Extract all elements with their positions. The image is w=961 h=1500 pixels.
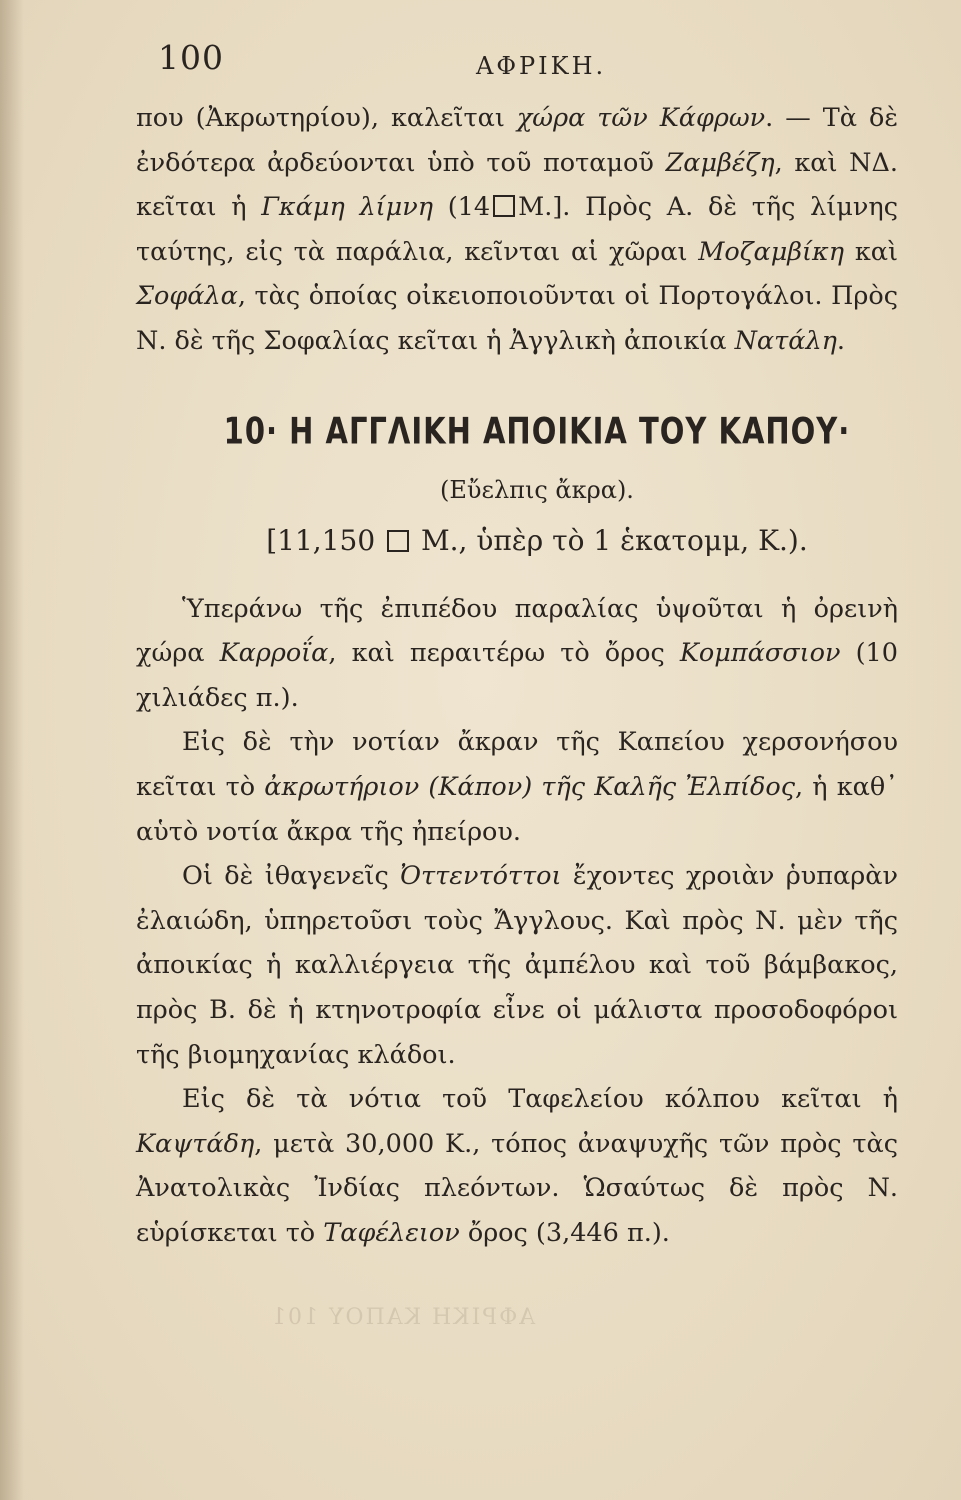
bleed-through-text: ΑΦΡΙΚΗ ΚΑΠΟΥ 101 — [270, 1305, 536, 1330]
paragraph-capetown — [136, 1077, 898, 1255]
text-run: ὄρος (3,446 π.). — [459, 1217, 670, 1248]
place-name: Μοζαμβίκη — [698, 236, 845, 267]
text-run: , μετὰ 30,000 Κ., τόπος ἀναψυχῆς τῶν πρὸς τὰς Ἀνατολικὰς Ἰνδίας πλεόντων. Ὡσαύτως δὲ πρὸς Ν. εὑρίσκεται τὸ — [136, 1128, 898, 1248]
text-run: που (Ἀκρωτηρίου), καλεῖται — [136, 103, 517, 133]
page-number: 100 — [158, 38, 224, 77]
paragraph-cape — [136, 720, 898, 854]
paragraph-natives — [136, 854, 898, 1077]
place-name: Ταφέλειον — [323, 1217, 460, 1248]
spine-shadow — [0, 0, 24, 1500]
place-name: Καρροΐα — [219, 638, 329, 669]
place-name: Γκάμη λίμνη — [261, 192, 433, 223]
place-name: Κομπάσσιον — [679, 638, 841, 669]
text-run: (10 χιλιάδες π.). — [136, 638, 898, 713]
text-run: . — Τὰ δὲ ἐνδότερα ἀρδεύονται ὑπὸ τοῦ ποταμοῦ — [136, 103, 899, 178]
section-area — [136, 524, 898, 557]
square-mile-symbol-icon — [387, 530, 409, 552]
place-name: Σοφάλα — [136, 281, 238, 312]
text-run: Εἰς δὲ τὴν νοτίαν ἄκραν τῆς Καπείου χερσονήσου κεῖται τὸ — [136, 727, 898, 802]
place-name: Ζαμβέζη — [665, 147, 775, 178]
text-run: Ὑπεράνω τῆς ἐπιπέδου παραλίας ὑψοῦται ἡ ὀρεινὴ χώρα — [136, 593, 898, 669]
square-mile-symbol-icon — [493, 195, 515, 217]
text-run: (14 — [432, 192, 491, 223]
text-run: , τὰς ὁποίας οἰκειοποιοῦνται οἱ Πορτογάλοι. Πρὸς Ν. δὲ τῆς Σοφαλίας κεῖται ἡ Ἀγγλικὴ ἀποικία — [136, 281, 898, 356]
text-run: [11,150 — [266, 523, 376, 557]
text-run: . — [836, 325, 846, 356]
page-header — [158, 38, 878, 88]
place-name: Νατάλη — [734, 325, 837, 356]
place-name: χώρα τῶν Κάφρων — [516, 103, 766, 133]
text-run: Μ.]. Πρὸς Α. δὲ τῆς λίμνης ταύτης, εἰς τὰ παράλια, κεῖνται αἱ χῶραι — [136, 192, 898, 267]
place-name: Καψτάδη — [136, 1128, 255, 1159]
place-name: ἀκρωτήριον (Κάπον) τῆς Καλῆς Ἐλπίδος — [264, 771, 796, 802]
text-run: Μ., ὑπὲρ τὸ 1 ἑκατομμ, Κ.). — [420, 523, 808, 557]
intro-paragraph — [136, 96, 898, 364]
people-name: Ὀττεντόττοι — [400, 861, 562, 892]
page-content — [136, 96, 898, 1255]
text-run: Οἱ δὲ ἰθαγενεῖς — [182, 861, 401, 892]
text-run: Εἰς δὲ τὰ νότια τοῦ Ταφελείου κόλπου κεῖται ἡ — [182, 1084, 898, 1115]
text-run: , ἡ καθ᾽ αὑτὸ νοτία ἄκρα τῆς ἠπείρου. — [136, 771, 898, 847]
paragraph-mountains — [136, 587, 898, 721]
section-subtitle: (Εὔελπις ἄκρα). — [440, 475, 634, 504]
text-run: ἔχοντες χροιὰν ῥυπαρὰν ἐλαιώδη, ὑπηρετοῦσι τοὺς Ἄγγλους. Καὶ πρὸς Ν. μὲν τῆς ἀποικίας ἡ καλλιέργεια τῆς ἀμπέλου καὶ τοῦ βάμβακος, πρὸς Β. δὲ ἡ κτηνοτροφία εἶνε οἱ μάλιστα προσοδοφόροι τῆς βιομηχανίας κλάδοι. — [136, 861, 898, 1070]
text-run: καὶ — [844, 236, 899, 267]
text-run: , καὶ ΝΔ. κεῖται ἡ — [136, 147, 899, 223]
running-head: ΑΦΡΙΚΗ. — [476, 52, 607, 80]
text-run: , καὶ περαιτέρω τὸ ὄρος — [328, 638, 680, 669]
section-title: 10· Η ΑΓΓΛΙΚΗ ΑΠΟΙΚΙΑ ΤΟΥ ΚΑΠΟΥ· — [223, 409, 851, 452]
